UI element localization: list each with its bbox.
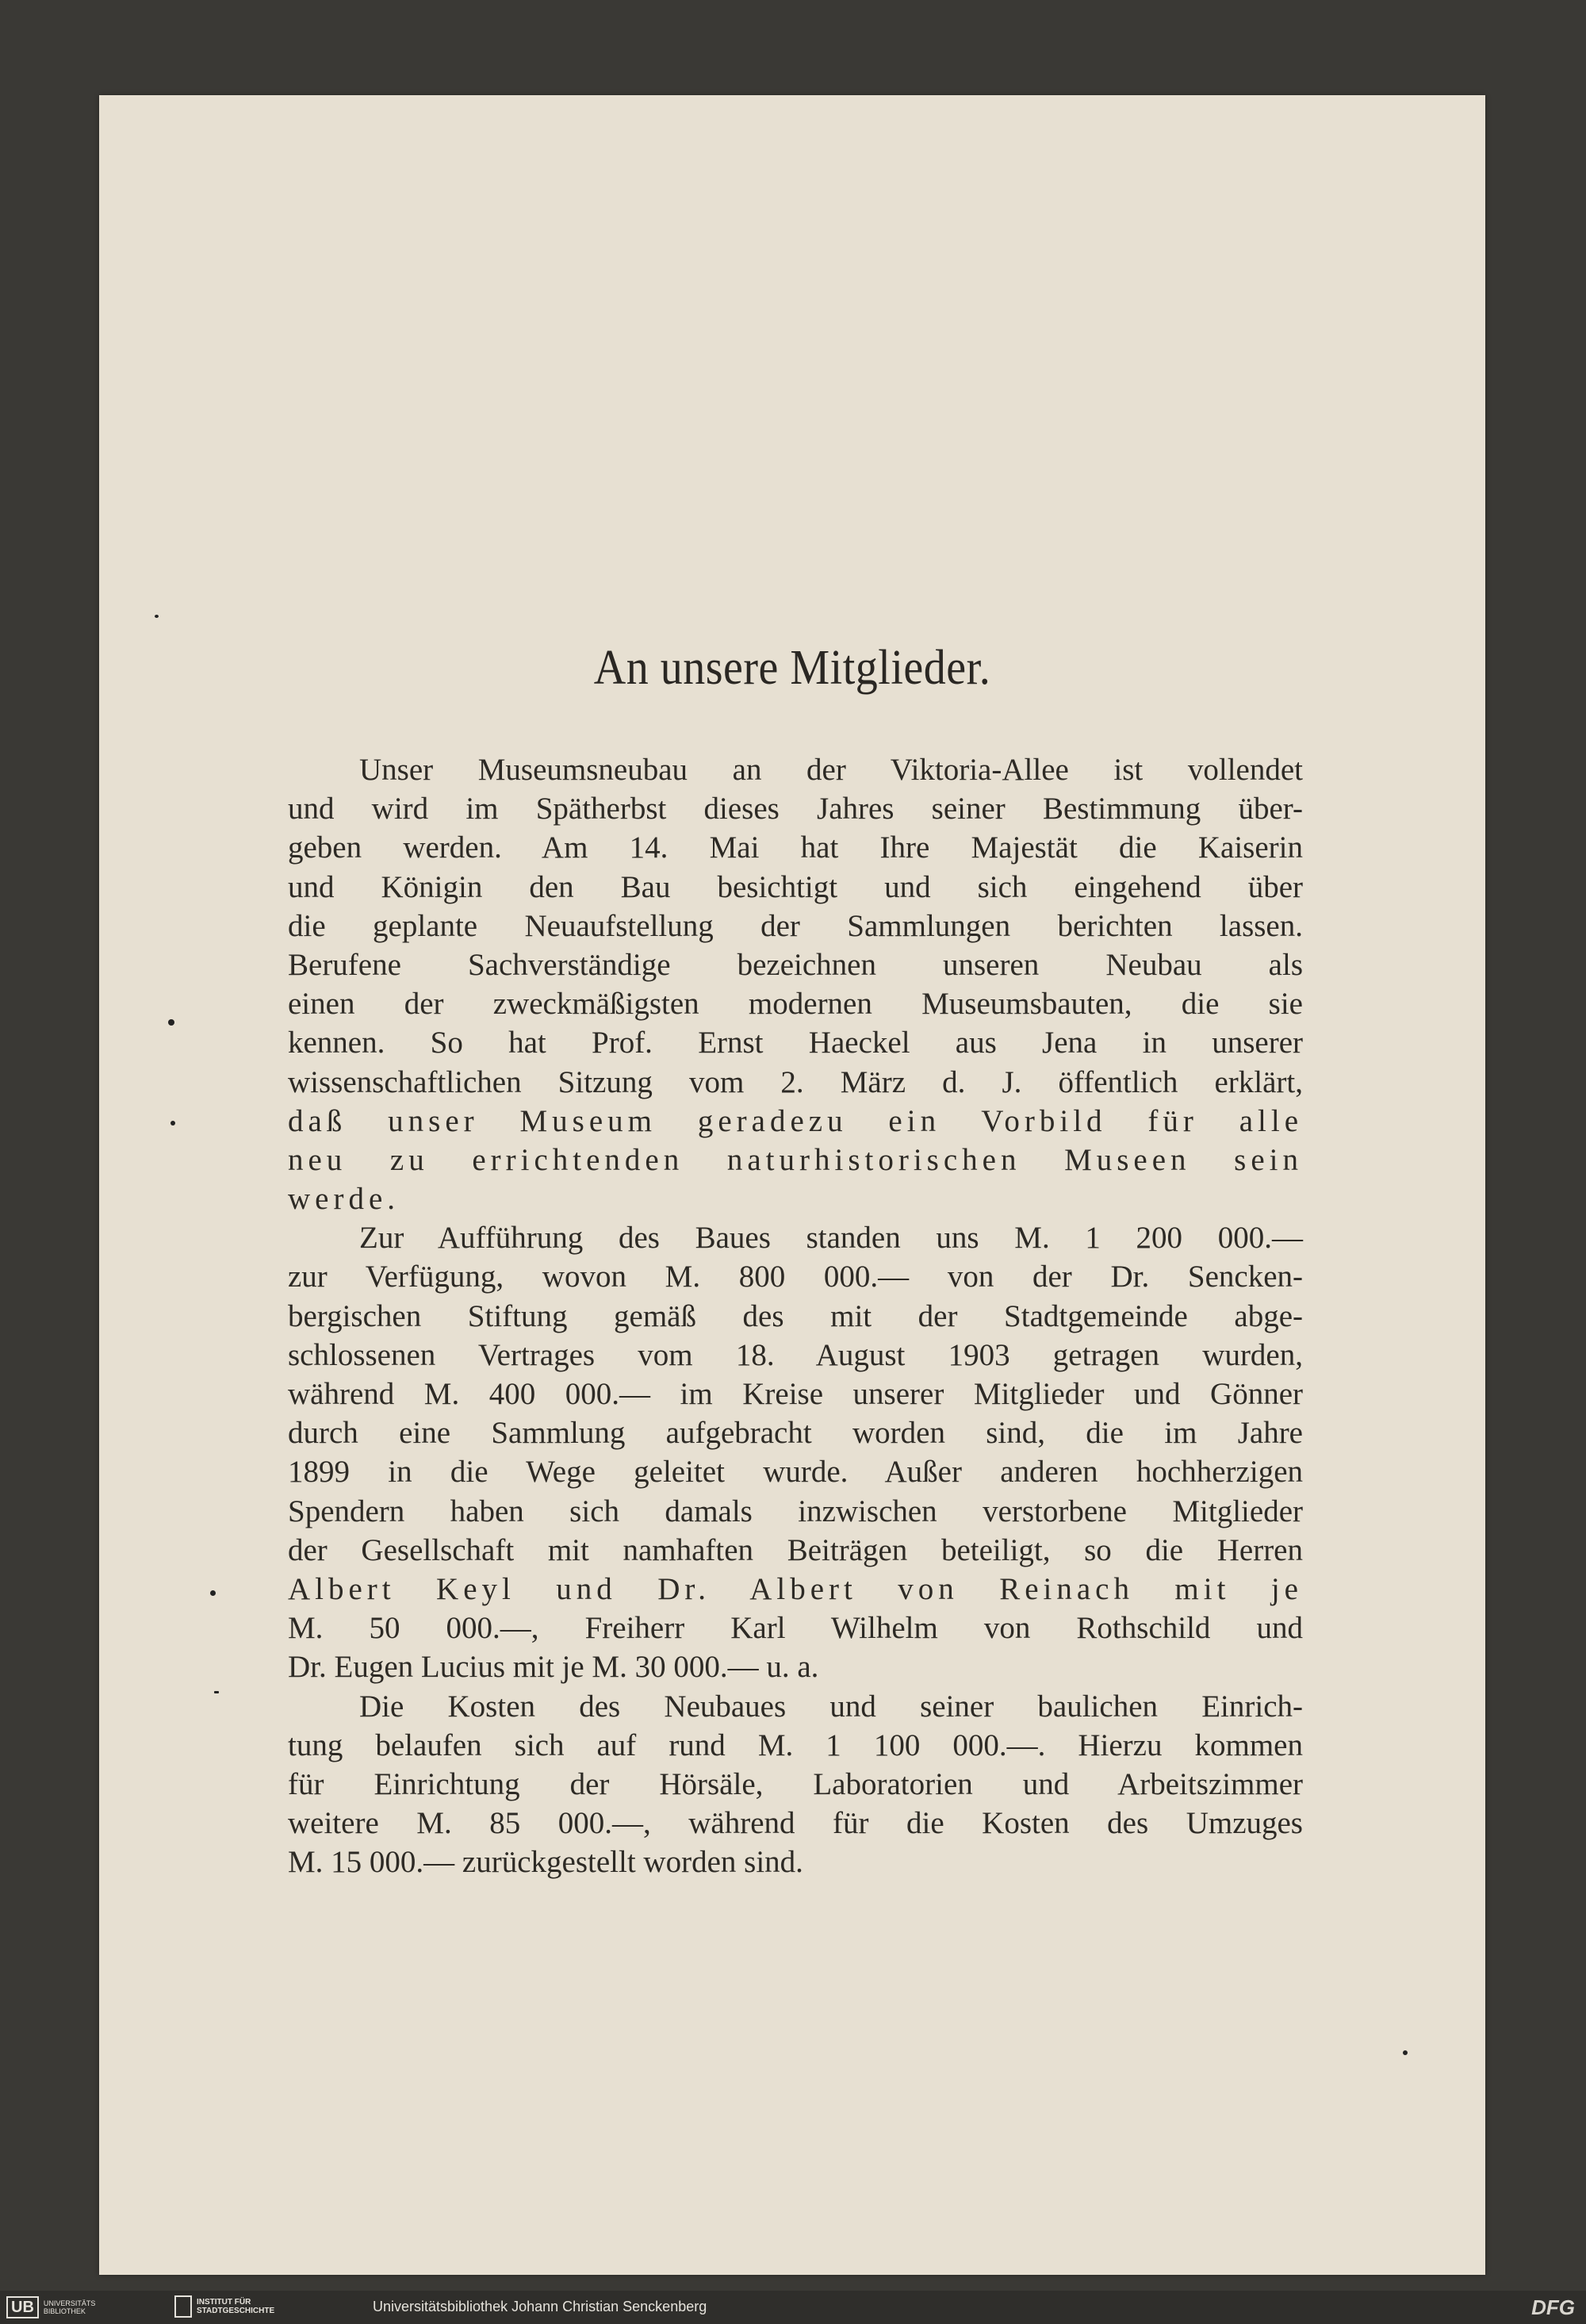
text-line: Zur Aufführung des Baues standen uns M. 1 200 000.—	[359, 1221, 1303, 1256]
text-line: werde.	[288, 1182, 400, 1217]
margin-speck	[168, 1019, 174, 1026]
margin-speck	[155, 615, 159, 618]
margin-speck	[214, 1691, 219, 1693]
text-line: der Gesellschaft mit namhaften Beiträgen beteiligt, so die Herren	[288, 1532, 1303, 1567]
text-line: und Königin den Bau besichtigt und sich eingehend über	[288, 869, 1303, 904]
text-line: M. 50 000.—, Freiherr Karl Wilhelm von Rothschild und	[288, 1611, 1303, 1646]
viewer-footer	[0, 2291, 1586, 2324]
text-line: Dr. Eugen Lucius mit je M. 30 000.— u. a.	[288, 1650, 819, 1685]
text-line: während M. 400 000.— im Kreise unserer Mitglieder und Gönner	[288, 1377, 1303, 1411]
text-line: einen der zweckmäßigsten modernen Museumsbauten, die sie	[288, 987, 1303, 1022]
text-line: weitere M. 85 000.—, während für die Kosten des Umzuges	[288, 1806, 1303, 1841]
text-line: die geplante Neuaufstellung der Sammlungen berichten lassen.	[288, 908, 1303, 943]
text-line: geben werden. Am 14. Mai hat Ihre Majestät die Kaiserin	[288, 830, 1303, 865]
margin-speck	[1403, 2050, 1408, 2055]
text-line: kennen. So hat Prof. Ernst Haeckel aus Jena in unserer	[288, 1026, 1303, 1060]
text-line: Unser Museumsneubau an der Viktoria-Allee ist vollendet	[359, 753, 1303, 787]
margin-speck	[210, 1590, 216, 1596]
text-line: neu zu errichtenden naturhistorischen Museen sein	[288, 1142, 1303, 1177]
document-body	[288, 750, 1303, 1881]
text-line: daß unser Museum geradezu ein Vorbild für alle	[288, 1103, 1303, 1138]
library-name: Universitätsbibliothek Johann Christian Senckenberg	[373, 2299, 707, 2314]
text-line: zur Verfügung, wovon M. 800 000.— von der Dr. Sencken-	[288, 1260, 1303, 1294]
document-page	[99, 95, 1485, 2275]
text-line: tung belaufen sich auf rund M. 1 100 000.—. Hierzu kommen	[288, 1728, 1303, 1762]
text-line: wissenschaftlichen Sitzung vom 2. März d. J. öffentlich erklärt,	[288, 1064, 1303, 1099]
text-line: 1899 in die Wege geleitet wurde. Außer anderen hochherzigen	[288, 1455, 1303, 1490]
institute-logo-text: INSTITUT FÜR STADTGESCHICHTE	[197, 2298, 275, 2315]
ub-logo	[6, 2295, 115, 2319]
dfg-logo: DFG	[1531, 2295, 1575, 2319]
text-line: M. 15 000.— zurückgestellt worden sind.	[288, 1845, 803, 1880]
text-line: Berufene Sachverständige bezeichnen unseren Neubau als	[288, 947, 1303, 982]
text-line: für Einrichtung der Hörsäle, Laboratorien und Arbeitszimmer	[288, 1766, 1303, 1801]
text-line: Die Kosten des Neubaues und seiner baulichen Einrich-	[359, 1689, 1303, 1724]
text-line: durch eine Sammlung aufgebracht worden sind, die im Jahre	[288, 1416, 1303, 1451]
institute-icon	[174, 2295, 192, 2318]
ub-logo-mark: UB	[6, 2296, 39, 2318]
ub-logo-subtitle: UNIVERSITÄTS BIBLIOTHEK	[43, 2299, 96, 2315]
text-line: Spendern haben sich damals inzwischen verstorbene Mitglieder	[288, 1494, 1303, 1528]
text-line: schlossenen Vertrages vom 18. August 1903 getragen wurden,	[288, 1337, 1303, 1372]
text-line: und wird im Spätherbst dieses Jahres seiner Bestimmung über-	[288, 792, 1303, 826]
institute-logo	[174, 2295, 292, 2318]
margin-speck	[170, 1121, 175, 1126]
text-line: Albert Keyl und Dr. Albert von Reinach mit je	[288, 1571, 1303, 1606]
document-title: An unsere Mitglieder.	[593, 640, 991, 696]
text-line: bergischen Stiftung gemäß des mit der Stadtgemeinde abge-	[288, 1298, 1303, 1333]
